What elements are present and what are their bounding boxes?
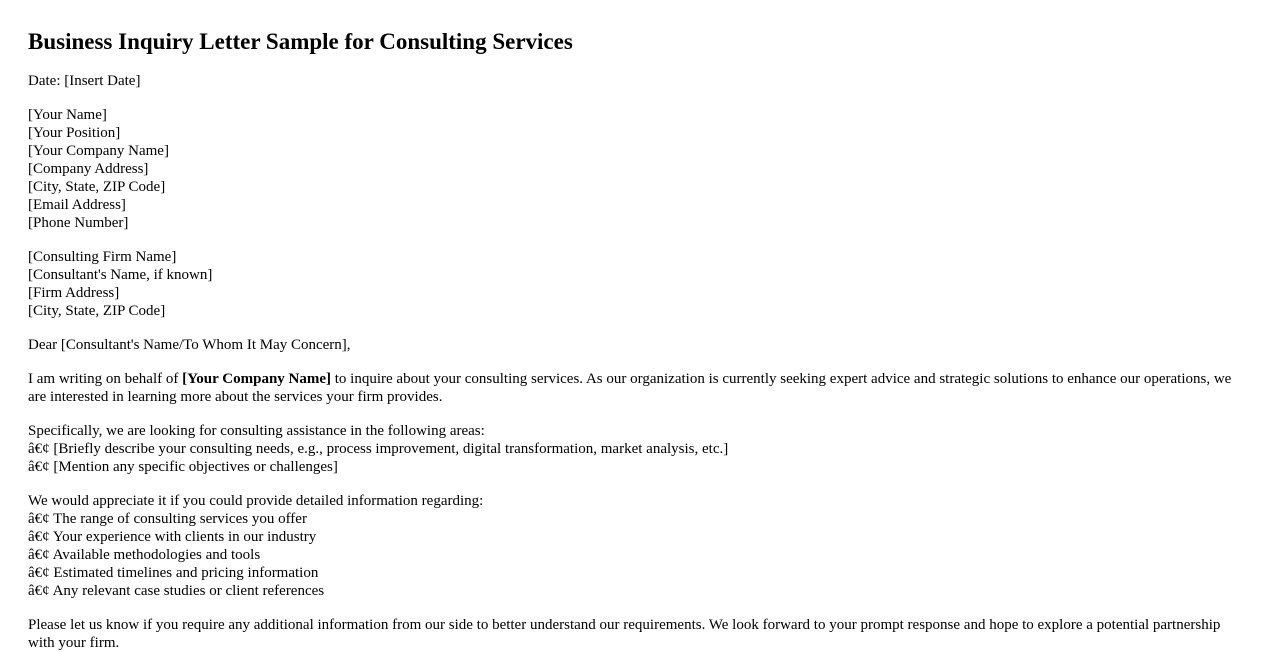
- intro-text-before: I am writing on behalf of: [28, 371, 183, 387]
- list-item: â€¢ Estimated timelines and pricing information: [28, 565, 319, 581]
- list-item: â€¢ [Briefly describe your consulting needs, e.g., process improvement, digital transformation, market analysis, etc.]: [28, 441, 729, 457]
- recipient-block: [28, 248, 1250, 320]
- page-title: Business Inquiry Letter Sample for Consulting Services: [28, 29, 573, 54]
- list-item: â€¢ Available methodologies and tools: [28, 547, 261, 563]
- salutation: Dear [Consultant's Name/To Whom It May Concern],: [28, 337, 351, 353]
- sender-line: [Company Address]: [28, 161, 149, 177]
- sender-line: [Your Position]: [28, 125, 121, 141]
- sender-line: [City, State, ZIP Code]: [28, 179, 166, 195]
- recipient-line: [Consultant's Name, if known]: [28, 267, 213, 283]
- intro-text-after: to inquire about your consulting services. As our organization is currently seeking expert advice and strategic solutions to enhance our operations, we are interested in learning more about the services your firm provides.: [28, 371, 1232, 405]
- areas-lead: Specifically, we are looking for consulting assistance in the following areas:: [28, 423, 485, 439]
- sender-block: [28, 106, 1250, 232]
- recipient-line: [Firm Address]: [28, 285, 120, 301]
- info-request-paragraph: [28, 492, 1250, 600]
- sender-line: [Your Name]: [28, 107, 107, 123]
- closing-paragraph: Please let us know if you require any additional information from our side to better understand our requirements. We look forward to your prompt response and hope to explore a potential partnership with your firm.: [28, 617, 1221, 651]
- recipient-line: [City, State, ZIP Code]: [28, 303, 166, 319]
- list-item: â€¢ Any relevant case studies or client references: [28, 583, 325, 599]
- sender-line: [Email Address]: [28, 197, 126, 213]
- date-line: Date: [Insert Date]: [28, 73, 141, 89]
- intro-company-name: [Your Company Name]: [182, 371, 332, 387]
- intro-paragraph: [28, 370, 1250, 406]
- list-item: â€¢ Your experience with clients in our industry: [28, 529, 317, 545]
- info-request-lead: We would appreciate it if you could provide detailed information regarding:: [28, 493, 484, 509]
- recipient-line: [Consulting Firm Name]: [28, 249, 177, 265]
- areas-paragraph: [28, 422, 1250, 476]
- list-item: â€¢ The range of consulting services you offer: [28, 511, 307, 527]
- sender-line: [Your Company Name]: [28, 143, 169, 159]
- list-item: â€¢ [Mention any specific objectives or challenges]: [28, 459, 338, 475]
- sender-line: [Phone Number]: [28, 215, 129, 231]
